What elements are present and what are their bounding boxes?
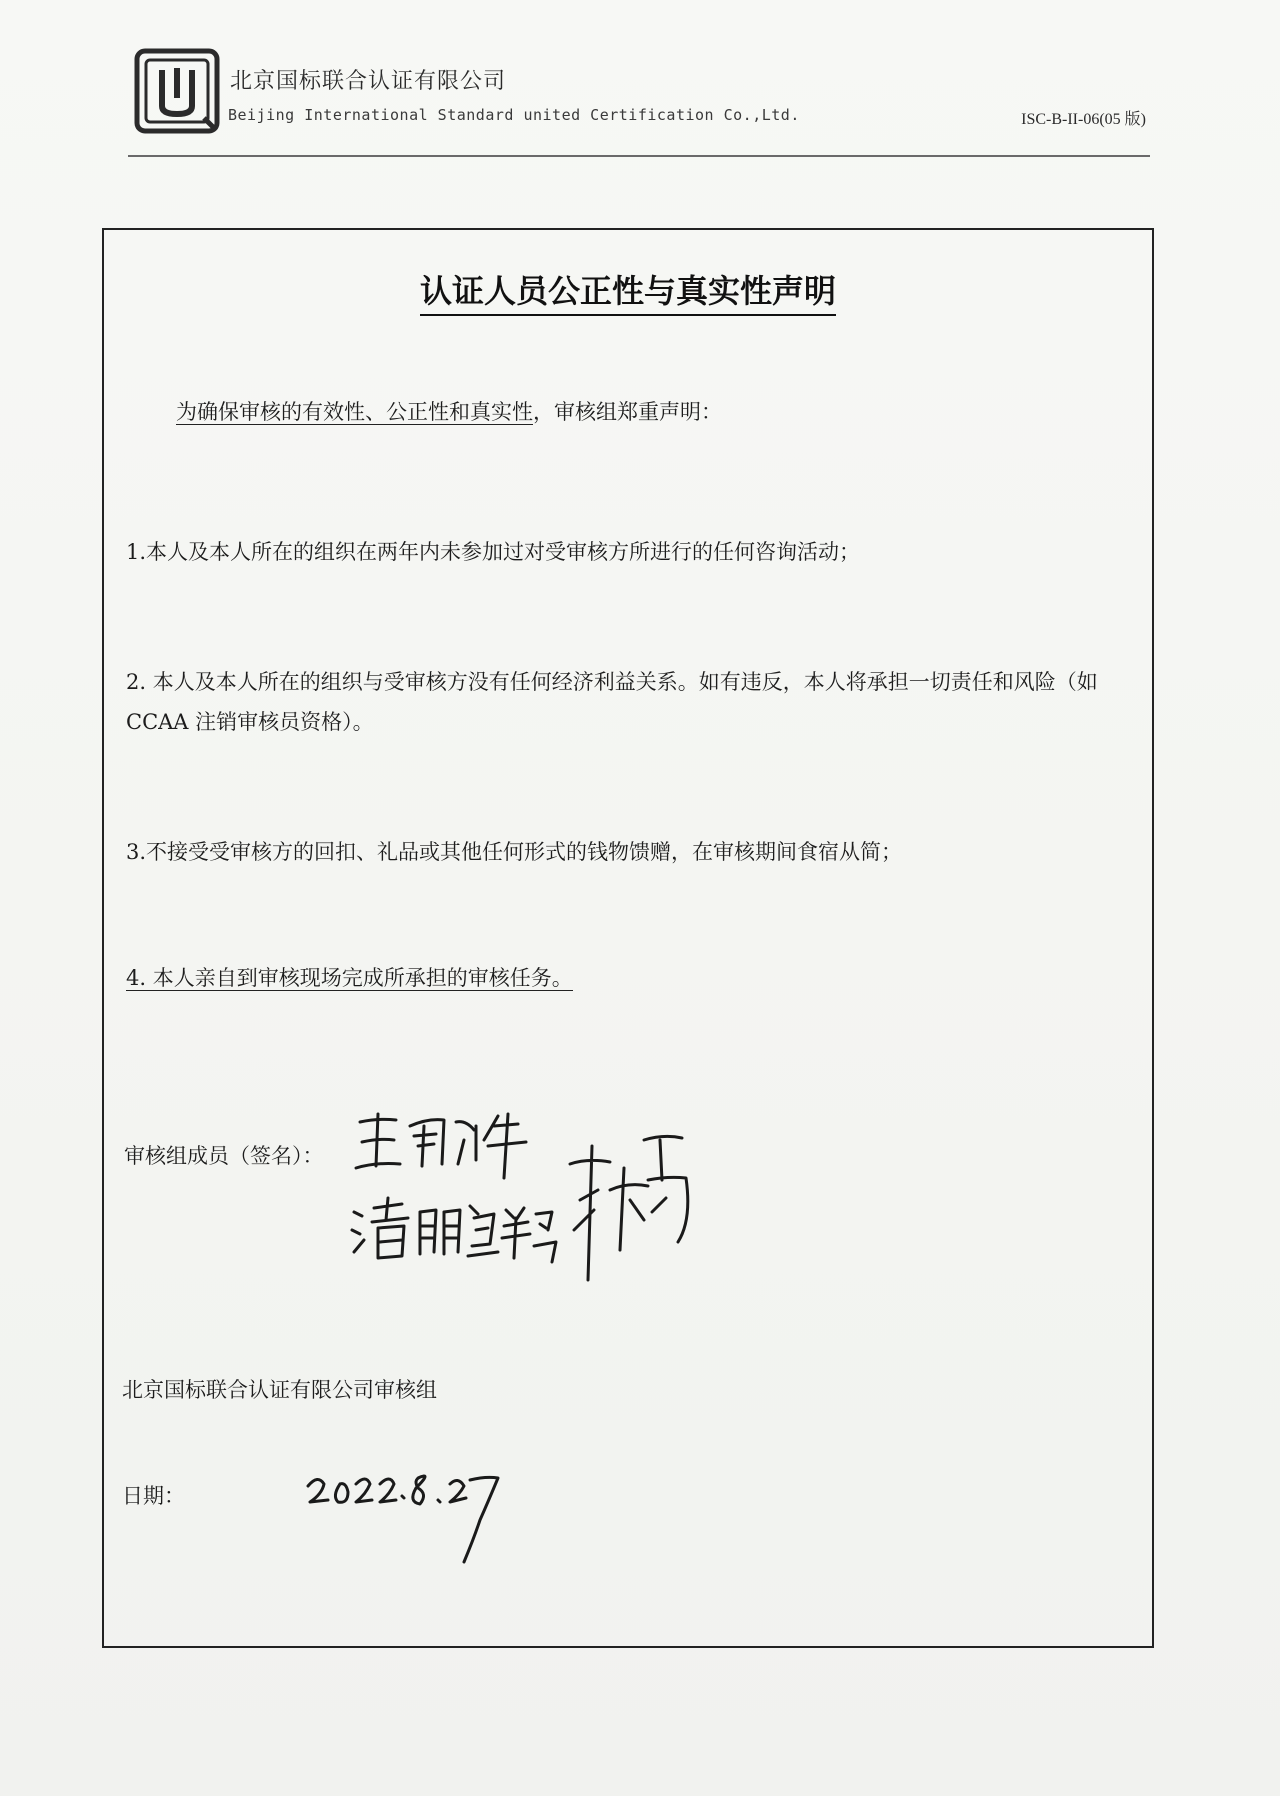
clause-4-text: 4. 本人亲自到审核现场完成所承担的审核任务。 (126, 966, 573, 990)
intro-rest: ，审核组郑重声明： (533, 400, 722, 424)
clause-2: 2. 本人及本人所在的组织与受审核方没有任何经济利益关系。如有违反，本人将承担一切责任和风险（如 CCAA 注销审核员资格）。 (126, 670, 1098, 734)
letterhead (130, 44, 1150, 164)
declaration-frame (102, 228, 1154, 1648)
members-signature-label: 审核组成员（签名）： (124, 1144, 324, 1168)
handwritten-date (304, 1462, 504, 1572)
company-name-cn: 北京国标联合认证有限公司 (230, 69, 507, 94)
organization-line: 北京国标联合认证有限公司审核组 (122, 1378, 437, 1402)
date-label: 日期： (122, 1484, 185, 1508)
clause-4 (126, 958, 1136, 998)
clause-1: 1.本人及本人所在的组织在两年内未参加过对受审核方所进行的任何咨询活动； (126, 540, 861, 564)
title-text: 认证人员公正性与真实性声明 (420, 272, 836, 316)
document-code: ISC-B-II-06(05 版) (1021, 111, 1146, 128)
intro-paragraph (176, 392, 722, 432)
document-title (104, 266, 1152, 312)
company-logo (134, 48, 220, 134)
member-signatures (348, 1080, 888, 1320)
intro-underlined: 为确保审核的有效性、公正性和真实性 (176, 400, 533, 424)
header-divider (128, 155, 1150, 157)
company-name-en: Beijing International Standard united Certification Co.,Ltd. (228, 106, 800, 124)
clause-3: 3.不接受受审核方的回扣、礼品或其他任何形式的钱物馈赠，在审核期间食宿从简； (126, 840, 903, 864)
